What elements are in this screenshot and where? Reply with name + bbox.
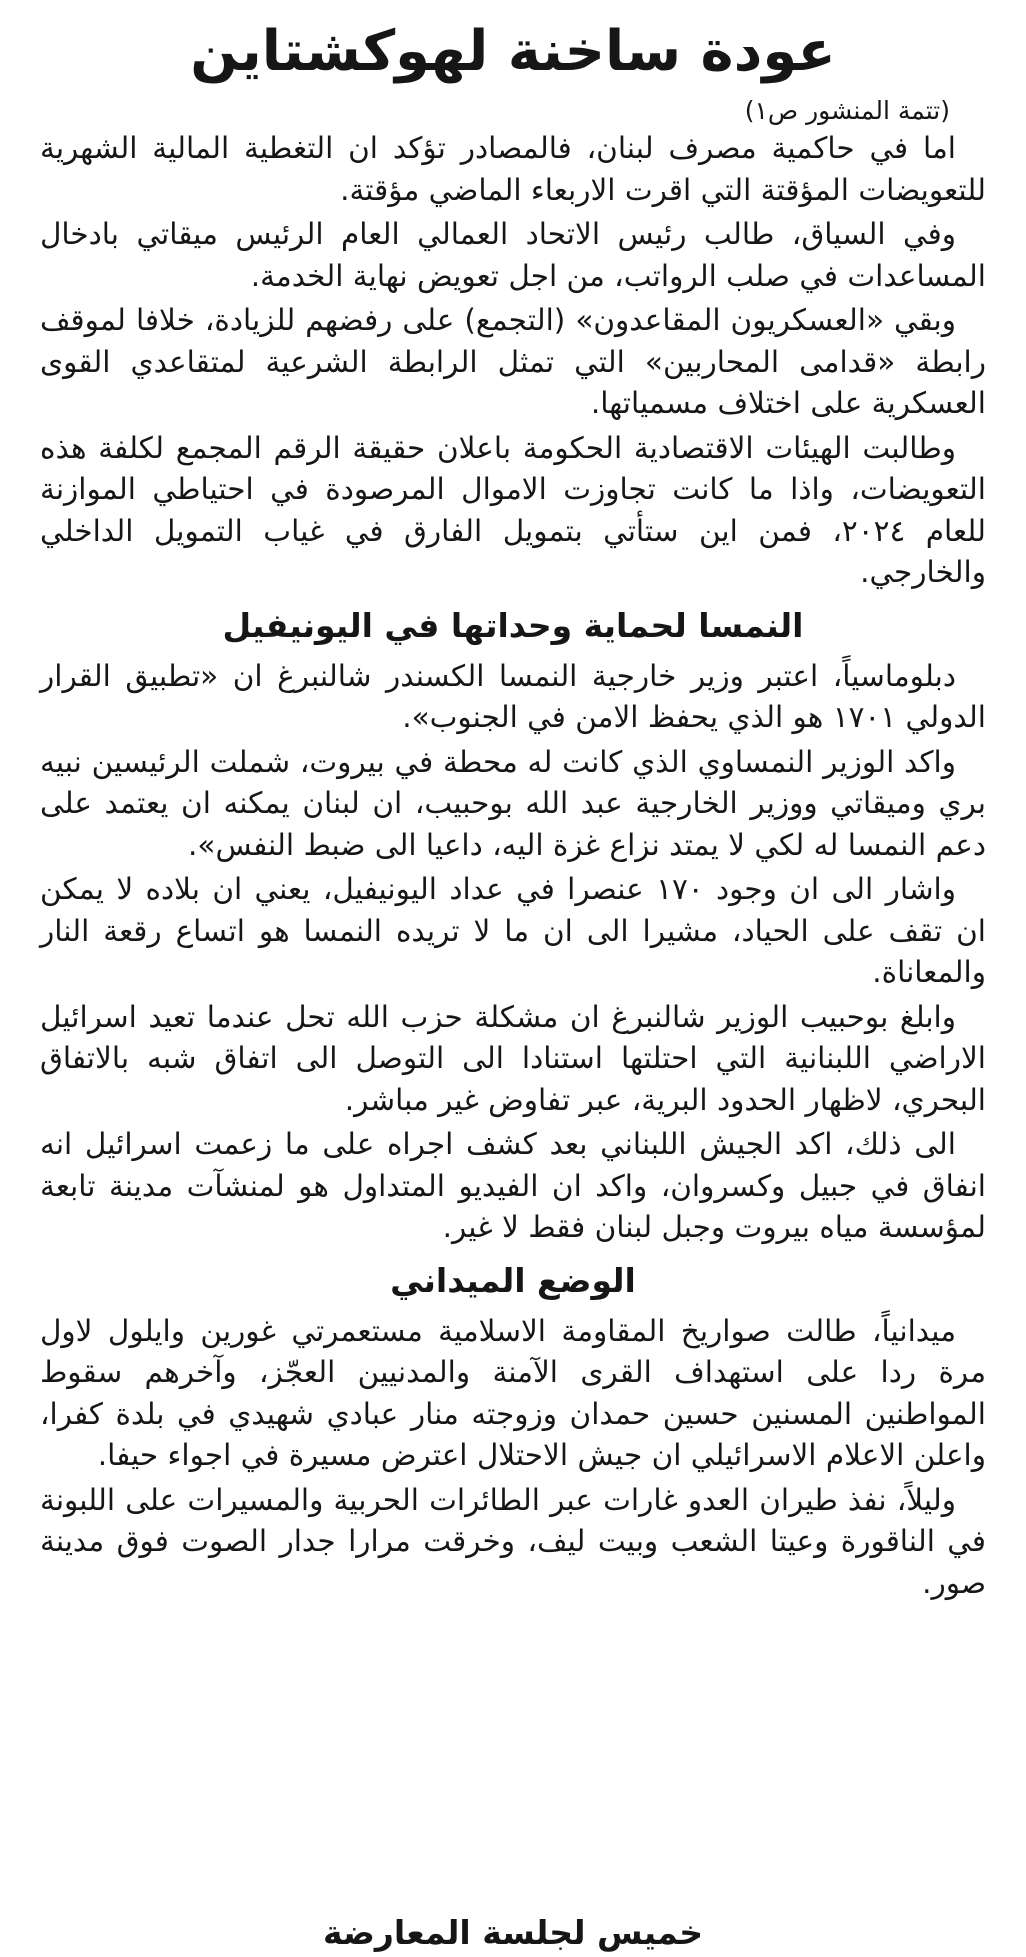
paragraph: الى ذلك، اكد الجيش اللبناني بعد كشف اجراه على ما زعمت اسرائيل انه انفاق في جبيل وكسروان، واكد ان الفيديو المتداول هو لمنشآت مدينة تابعة لمؤسسة مياه بيروت وجبل لبنان فقط لا غير. [40,1127,986,1244]
headline: عودة ساخنة لهوكشتاين [190,19,836,84]
paragraph: ميدانياً، طالت صواريخ المقاومة الاسلامية مستعمرتي غورين وايلول لاول مرة ردا على استهداف القرى الآمنة والمدنيين العجّز، وآخرهم سقوط المواطنين المسنين حسين حمدان وزوجته منار عبادي شهيدي في بلدة كفرا، واعلن الاعلام الاسرائيلي ان جيش الاحتلال اعترض مسيرة في اجواء حيفا. [40,1313,986,1472]
paragraph: واشار الى ان وجود ١٧٠ عنصرا في عداد اليونيفيل، يعني ان بلاده لا يمكن ان تقف على الحياد، مشيرا الى ان ما لا تريده النمسا هو اتساع رقعة النار والمعاناة. [40,872,986,989]
paragraph: وفي السياق، طالب رئيس الاتحاد العمالي العام الرئيس ميقاتي بادخال المساعدات في صلب الرواتب، من اجل تعويض نهاية الخدمة. [40,217,986,293]
paragraph: دبلوماسياً، اعتبر وزير خارجية النمسا الكسندر شالنبرغ ان «تطبيق القرار الدولي ١٧٠١ هو الذي يحفظ الامن في الجنوب». [40,658,986,734]
paragraph: وليلاً، نفذ طيران العدو غارات عبر الطائرات الحربية والمسيرات على اللبونة في الناقورة وعيتا الشعب وبيت ليف، وخرقت مرارا جدار الصوت فوق مدينة صور. [40,1482,986,1600]
cutoff-heading: خميس لجلسة المعارضة [323,1913,703,1952]
section-salaries [40,128,986,594]
paragraph: واكد الوزير النمساوي الذي كانت له محطة في بيروت، شملت الرئيسين نبيه بري وميقاتي ووزير الخارجية عبد الله بوحبيب، ان لبنان يمكنه ان يعتمد على دعم النمسا له لكي لا يمتد نزاع غزة اليه، داعيا الى ضبط النفس». [40,744,986,862]
section-field-situation [40,1257,986,1605]
section-heading: الوضع الميداني [390,1260,636,1300]
paragraph: وابلغ بوحبيب الوزير شالنبرغ ان مشكلة حزب الله تحل عندما تعيد اسرائيل الاراضي اللبنانية التي احتلتها استنادا الى التوصل الى اتفاق شبه بالاتفاق البحري، لاظهار الحدود البرية، عبر تفاوض غير مباشر. [40,999,986,1117]
continuation-note: (تتمة المنشور ص١) [744,96,950,125]
section-austria [40,602,986,1249]
section-heading: النمسا لحماية وحداتها في اليونيفيل [222,605,804,645]
paragraph: وطالبت الهيئات الاقتصادية الحكومة باعلان حقيقة الرقم المجمع لكلفة هذه التعويضات، واذا ما كانت تجاوزت الاموال المرصودة في احتياطي الموازنة للعام ٢٠٢٤، فمن اين ستأتي بتمويل الفارق في غياب التمويل الداخلي والخارجي. [40,430,986,589]
paragraph: وبقي «العسكريون المقاعدون» (التجمع) على رفضهم للزيادة، خلافا لموقف رابطة «قدامى المحاربين» التي تمثل الرابطة الشرعية لمتقاعدي القوى العسكرية على اختلاف مسمياتها. [40,303,986,420]
paragraph: اما في حاكمية مصرف لبنان، فالمصادر تؤكد ان التغطية المالية الشهرية للتعويضات المؤقتة التي اقرت الاربعاء الماضي مؤقتة. [40,131,986,207]
